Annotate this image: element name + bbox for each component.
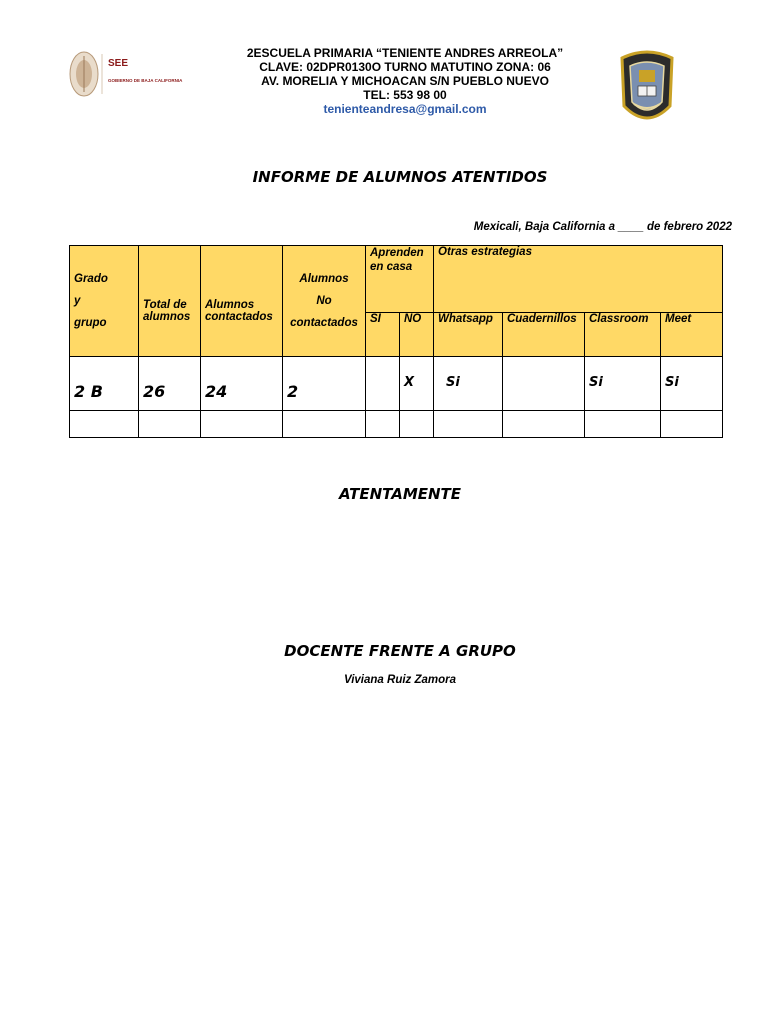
header-no-contactados-line1: Alumnos xyxy=(299,273,349,285)
cell-contactados xyxy=(201,411,283,438)
header-grupo: grupo xyxy=(74,317,107,329)
header-si: SI xyxy=(366,313,400,357)
see-subtitle: GOBIERNO DE BAJA CALIFORNIA xyxy=(108,78,183,83)
cell-no: X xyxy=(400,357,434,411)
students-table xyxy=(69,245,723,438)
header-no-contactados-line2: No xyxy=(316,295,332,307)
school-header xyxy=(200,46,610,116)
report-title: INFORME DE ALUMNOS ATENTIDOS xyxy=(252,168,548,186)
cell-grado: 2 B xyxy=(70,357,139,411)
cell-si xyxy=(366,357,400,411)
signature-title: DOCENTE FRENTE A GRUPO xyxy=(284,642,516,660)
school-email[interactable]: tenienteandresa@gmail.com xyxy=(323,102,487,116)
header-no-contactados xyxy=(283,246,366,357)
table-row xyxy=(70,411,723,438)
see-logo xyxy=(66,48,194,100)
cell-classroom: Si xyxy=(585,357,661,411)
date-line: Mexicali, Baja California a ____ de febrero 2022 xyxy=(473,221,732,233)
header-contactados: Alumnos contactados xyxy=(201,246,283,357)
cell-total xyxy=(139,411,201,438)
cell-meet: Si xyxy=(661,357,723,411)
header-classroom: Classroom xyxy=(585,313,661,357)
see-abbr: SEE xyxy=(108,58,129,69)
header-aprenden: Aprenden en casa xyxy=(366,246,434,313)
header-whatsapp: Whatsapp xyxy=(434,313,503,357)
signer-name: Viviana Ruiz Zamora xyxy=(343,674,457,686)
cell-si xyxy=(366,411,400,438)
school-crest-icon xyxy=(612,44,682,132)
cell-whatsapp: Si xyxy=(434,357,503,411)
cell-no-contactados: 2 xyxy=(283,357,366,411)
cell-meet xyxy=(661,411,723,438)
cell-no xyxy=(400,411,434,438)
header-meet: Meet xyxy=(661,313,723,357)
cell-whatsapp xyxy=(434,411,503,438)
header-y: y xyxy=(74,295,81,307)
cell-contactados: 24 xyxy=(201,357,283,411)
header-no-contactados-line3: contactados xyxy=(290,317,358,329)
cell-cuadernillos xyxy=(503,357,585,411)
state-seal-icon xyxy=(66,48,194,100)
school-name: 2ESCUELA PRIMARIA “TENIENTE ANDRES ARREOLA” xyxy=(246,46,564,60)
cell-classroom xyxy=(585,411,661,438)
school-crest xyxy=(612,44,682,132)
cell-total: 26 xyxy=(139,357,201,411)
school-clave: CLAVE: 02DPR0130O TURNO MATUTINO ZONA: 06 xyxy=(259,60,551,74)
header-otras: Otras estrategias xyxy=(434,246,723,313)
cell-no-contactados xyxy=(283,411,366,438)
header-no: NO xyxy=(400,313,434,357)
header-grado-grupo xyxy=(70,246,139,357)
cell-cuadernillos xyxy=(503,411,585,438)
school-phone: TEL: 553 98 00 xyxy=(363,88,447,102)
header-grado: Grado xyxy=(74,273,108,285)
header-cuadernillos: Cuadernillos xyxy=(503,313,585,357)
closing: ATENTAMENTE xyxy=(338,485,462,503)
table-row xyxy=(70,357,723,411)
cell-grado xyxy=(70,411,139,438)
school-address: AV. MORELIA Y MICHOACAN S/N PUEBLO NUEVO xyxy=(261,74,549,88)
header-total: Total de alumnos xyxy=(139,246,201,357)
